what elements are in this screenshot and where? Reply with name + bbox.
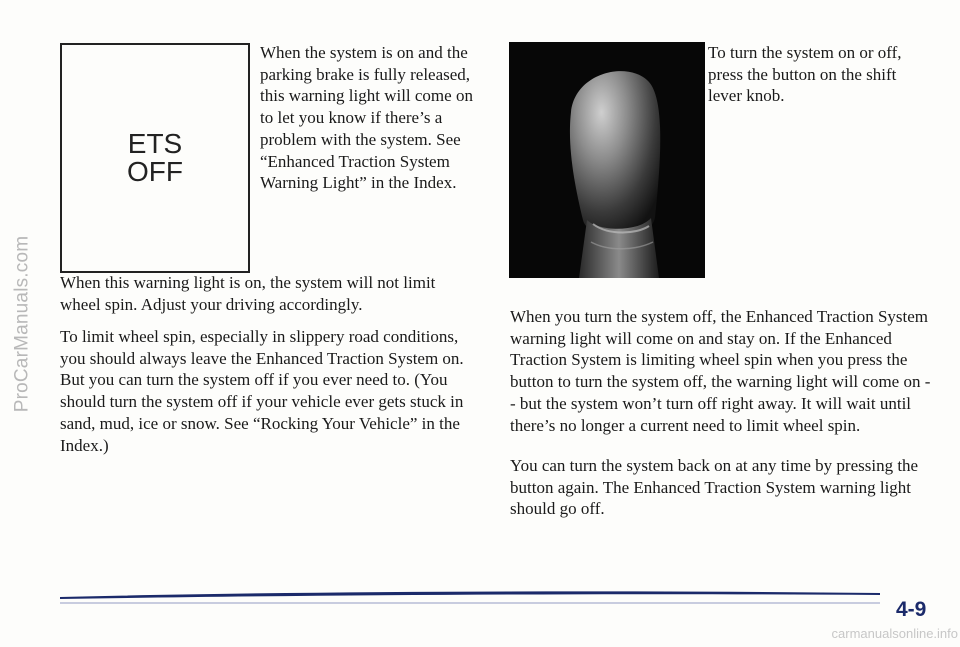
slippery-conditions-paragraph: To limit wheel spin, especially in slippery road conditions, you should always leave the Enhanced Traction System on. But you can turn the system off if you ever need to. (You should turn the system off if your vehicle ever gets stuck in sand, mud, ice or snow. See “Rocking Your Vehicle” in the Index.) (60, 327, 464, 455)
shift-lever-knob-photo (509, 42, 705, 278)
watermark-text: ProCarManuals.com (11, 235, 33, 412)
turn-system-back-on-paragraph: You can turn the system back on at any time by pressing the button again. The Enhanced Traction System warning light should go off. (510, 456, 919, 519)
wheel-spin-limit-paragraph: When this warning light is on, the system will not limit wheel spin. Adjust your driving accordingly. (60, 273, 436, 314)
indicator-label-ets: ETS (127, 128, 183, 159)
turn-system-on-off-paragraph: To turn the system on or off, press the button on the shift lever knob. (708, 43, 902, 106)
indicator-label-off: OFF (127, 156, 183, 187)
warning-light-paragraph: When the system is on and the parking brake is fully released, this warning light will come on to let you know if there’s a problem with the system. See “Enhanced Traction System Warning Light” in the Index. (260, 43, 473, 193)
ets-off-indicator (60, 43, 250, 273)
footer-source-watermark: carmanualsonline.info (831, 626, 958, 641)
page-number: 4-9 (896, 598, 927, 621)
system-turned-off-paragraph: When you turn the system off, the Enhanced Traction System warning light will come on and stay on. If the Enhanced Traction System is limiting wheel spin when you press the button to turn the system off, the warning light will come on -- but the system won’t turn off right away. It will wait until there’s no longer a current need to limit wheel spin. (510, 307, 931, 435)
side-watermark (4, 0, 40, 647)
footer-rule (60, 586, 880, 606)
